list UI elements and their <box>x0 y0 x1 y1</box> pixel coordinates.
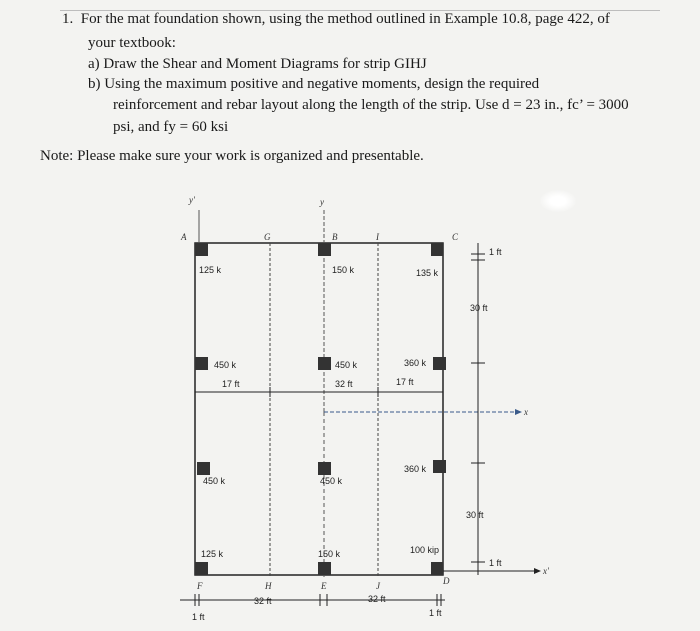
load-bot-right: 100 kip <box>410 545 440 555</box>
column-low-left <box>197 462 210 475</box>
point-b-label: B <box>332 232 338 242</box>
load-low-left: 450 k <box>203 476 226 486</box>
column-low-center <box>318 462 331 475</box>
dim-32ft-bottom-right: 32 ft <box>368 594 386 604</box>
load-top-left: 125 k <box>199 265 222 275</box>
question-number: 1. <box>62 11 74 27</box>
column-d <box>431 562 443 575</box>
point-e-label: E <box>321 581 327 591</box>
column-mid-right <box>433 357 446 370</box>
point-a-label: A <box>181 232 187 242</box>
dim-17ft-left: 17 ft <box>222 379 240 389</box>
load-mid-center: 450 k <box>335 360 358 370</box>
question-part-b-2: reinforcement and rebar layout along the length of the strip. Use d = 23 in., fc’ = 3000 <box>113 97 629 113</box>
column-b <box>318 243 331 256</box>
question-part-b-3: psi, and fy = 60 ksi <box>113 119 229 135</box>
y-axis-label: y <box>320 197 324 207</box>
point-i-label: I <box>376 232 379 242</box>
column-e <box>318 562 331 575</box>
load-top-mid: 150 k <box>332 265 355 275</box>
question-part-b-1: b) Using the maximum positive and negative moments, design the required <box>88 76 540 92</box>
dim-1ft-bottom-right: 1 ft <box>429 608 442 618</box>
dim-17ft-right: 17 ft <box>396 377 414 387</box>
point-h-label: H <box>265 581 272 591</box>
y-prime-label: y' <box>189 195 195 205</box>
column-a <box>195 243 208 256</box>
point-c-label: C <box>452 232 459 242</box>
column-mid-left <box>195 357 208 370</box>
x-axis-arrow <box>515 409 522 415</box>
load-low-center: 450 k <box>320 476 343 486</box>
x-prime-arrow <box>534 568 541 574</box>
x-prime-label: x' <box>543 566 549 576</box>
load-low-right: 360 k <box>404 464 427 474</box>
load-mid-left: 450 k <box>214 360 237 370</box>
point-d-label: D <box>443 576 450 586</box>
point-g-label: G <box>264 232 271 242</box>
column-low-right <box>433 460 446 473</box>
dim-1ft-bottom-left: 1 ft <box>192 612 205 622</box>
note-text: Note: Please make sure your work is organized and presentable. <box>40 148 424 164</box>
question-line-2: your textbook: <box>88 35 176 51</box>
dim-32ft-center: 32 ft <box>335 379 353 389</box>
dim-1ft-top: 1 ft <box>489 247 502 257</box>
load-top-right: 135 k <box>416 268 439 278</box>
x-axis-label: x <box>524 407 528 417</box>
question-text-1: For the mat foundation shown, using the method outlined in Example 10.8, page 422, of <box>80 11 610 27</box>
dim-32ft-bottom-left: 32 ft <box>254 596 272 606</box>
load-bot-mid: 150 k <box>318 549 341 559</box>
point-j-label: J <box>376 581 380 591</box>
load-bot-left: 125 k <box>201 549 224 559</box>
column-f <box>195 562 208 575</box>
column-mid-center <box>318 357 331 370</box>
dim-30ft-top: 30 ft <box>470 303 488 313</box>
load-mid-right: 360 k <box>404 358 427 368</box>
dim-30ft-bottom: 30 ft <box>466 510 484 520</box>
question-part-a: a) Draw the Shear and Moment Diagrams for strip GIHJ <box>88 56 427 72</box>
dim-1ft-right-bottom: 1 ft <box>489 558 502 568</box>
column-c <box>431 243 443 256</box>
point-f-label: F <box>197 581 203 591</box>
mat-outline <box>195 243 443 575</box>
